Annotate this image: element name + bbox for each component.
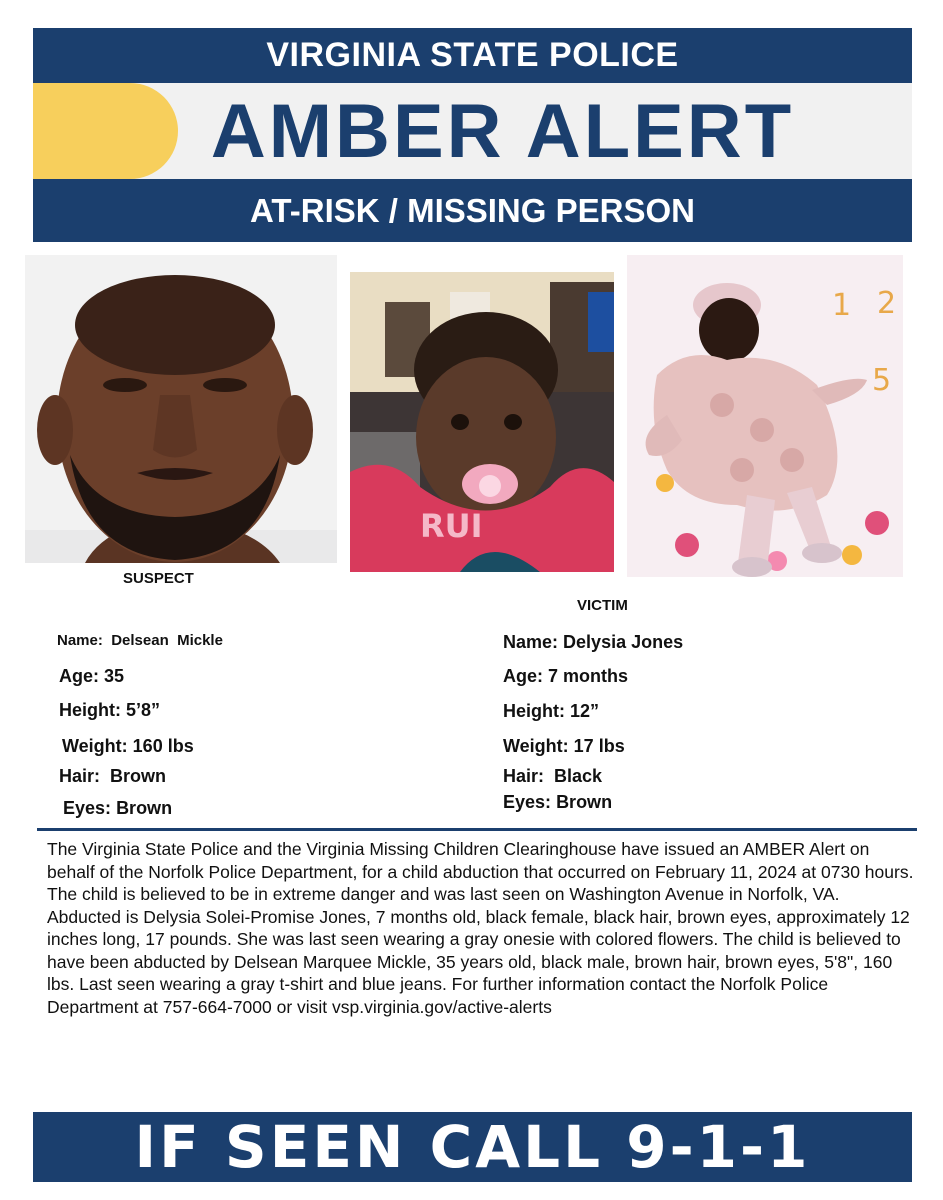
victim-name: Delysia Jones (563, 632, 684, 652)
victim-hair-label: Hair: (503, 766, 545, 786)
victim-weight: 17 lbs (573, 736, 625, 756)
suspect-name: Delsean Mickle (111, 632, 223, 649)
victim-photo-1 (350, 272, 614, 572)
victim-age-row (503, 666, 628, 687)
svg-text:2: 2 (877, 286, 897, 321)
agency-title: VIRGINIA STATE POLICE (266, 36, 679, 74)
victim-age-label: Age: (503, 666, 543, 686)
victim-eyes-row (503, 792, 612, 813)
suspect-eyes-row (63, 798, 172, 819)
suspect-name-label: Name: (57, 632, 103, 649)
victim-weight-row (503, 736, 625, 757)
alert-description (47, 838, 917, 1018)
suspect-name-row (57, 632, 223, 649)
victim-hair-row (503, 766, 602, 787)
suspect-height: 5’8” (126, 700, 161, 720)
suspect-weight: 160 lbs (132, 736, 194, 756)
alert-title-banner (33, 83, 912, 179)
svg-text:5: 5 (872, 363, 892, 398)
section-divider (37, 828, 917, 831)
suspect-weight-label: Weight: (62, 736, 128, 756)
suspect-hair-row (59, 766, 166, 787)
alert-title: AMBER ALERT (210, 88, 795, 174)
suspect-weight-row (62, 736, 194, 757)
svg-text:RUI: RUI (420, 507, 483, 545)
victim-height-label: Height: (503, 701, 565, 721)
victim-eyes-label: Eyes: (503, 792, 552, 812)
victim-name-label: Name: (503, 632, 559, 652)
svg-text:1: 1 (832, 288, 852, 323)
suspect-height-label: Height: (59, 700, 121, 720)
suspect-age-label: Age: (59, 666, 99, 686)
victim-height: 12” (570, 701, 600, 721)
suspect-age: 35 (104, 666, 125, 686)
victim-height-row (503, 701, 599, 722)
victim-eyes: Brown (556, 792, 613, 812)
suspect-age-row (59, 666, 124, 687)
suspect-eyes: Brown (116, 798, 173, 818)
victim-hair: Black (554, 766, 603, 786)
victim-caption: VICTIM (577, 597, 628, 614)
alert-subtitle: AT-RISK / MISSING PERSON (250, 191, 695, 229)
victim-photo-2 (627, 255, 903, 577)
suspect-hair-label: Hair: (59, 766, 101, 786)
alert-paragraph-1: The Virginia State Police and the Virginia Missing Children Clearinghouse have issued an AMBER Alert on behalf of the Norfolk Police Department, for a child abduction that occurred on February 11, 2024 at 0730 hours. The child is believed to be in extreme danger and was last seen on Washington Avenue in Norfolk, VA. (47, 839, 914, 904)
suspect-caption: SUSPECT (123, 570, 194, 587)
alert-paragraph-2: Abducted is Delysia Solei-Promise Jones, 7 months old, black female, black hair, brown eyes, approximately 12 inches long, 17 pounds. She was last seen wearing a gray onesie with colored flowers. The child is believed to have been abducted by Delsean Marquee Mickle, 35 years old, black male, brown hair, brown eyes, 5'8", 160 lbs. Last seen wearing a gray t-shirt and blue jeans. For further information contact the Norfolk Police Department at 757-664-7000 or visit vsp.virginia.gov/active-alerts (47, 906, 910, 1017)
call-banner (33, 1112, 912, 1182)
suspect-height-row (59, 700, 160, 721)
victim-name-row (503, 632, 683, 653)
call-to-action: IF SEEN CALL 9-1-1 (134, 1113, 811, 1181)
victim-weight-label: Weight: (503, 736, 569, 756)
suspect-eyes-label: Eyes: (63, 798, 112, 818)
alert-subtitle-banner (33, 179, 912, 242)
suspect-hair: Brown (110, 766, 167, 786)
agency-banner (33, 28, 912, 83)
victim-age: 7 months (548, 666, 629, 686)
suspect-photo (25, 255, 337, 563)
